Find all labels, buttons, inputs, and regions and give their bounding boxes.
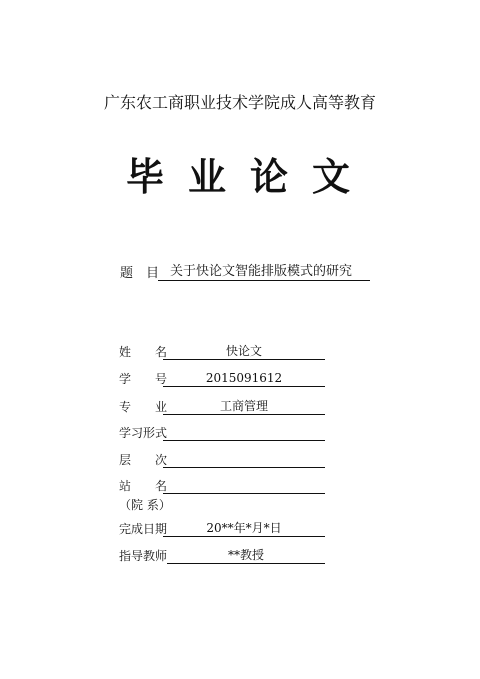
topic-value: 关于快论文智能排版模式的研究 (158, 264, 370, 281)
major-label: 专 业 (119, 400, 168, 414)
station-value (163, 493, 325, 494)
station-label: 站 名 (119, 479, 168, 493)
level-value (163, 467, 325, 468)
completion-date-label: 完成日期 (119, 522, 168, 536)
name-field (119, 344, 325, 360)
number-label: 学 号 (119, 372, 168, 386)
advisor-field (119, 548, 325, 564)
name-label: 姓 名 (119, 345, 168, 359)
advisor-label: 指导教师 (119, 549, 168, 563)
major-field (119, 399, 325, 415)
document-title: 毕业论文 (125, 154, 374, 199)
topic-row (120, 262, 370, 281)
name-value: 快论文 (163, 344, 325, 360)
number-field (119, 371, 325, 387)
station-field (119, 479, 325, 494)
school-name: 广东农工商职业技术学院成人高等教育 (103, 93, 376, 112)
level-label: 层 次 (119, 453, 168, 467)
major-value: 工商管理 (163, 399, 325, 415)
study-mode-field (119, 426, 325, 441)
completion-date-field (119, 521, 325, 537)
level-field (119, 453, 325, 468)
study-mode-label: 学习形式 (119, 426, 168, 440)
topic-label: 题 目 (120, 266, 160, 281)
number-value: 2015091612 (163, 371, 325, 387)
study-mode-value (163, 440, 325, 441)
department-sublabel: （院 系） (119, 498, 171, 512)
completion-date-value: 20**年*月*日 (163, 521, 325, 537)
advisor-value: **教授 (167, 548, 325, 564)
